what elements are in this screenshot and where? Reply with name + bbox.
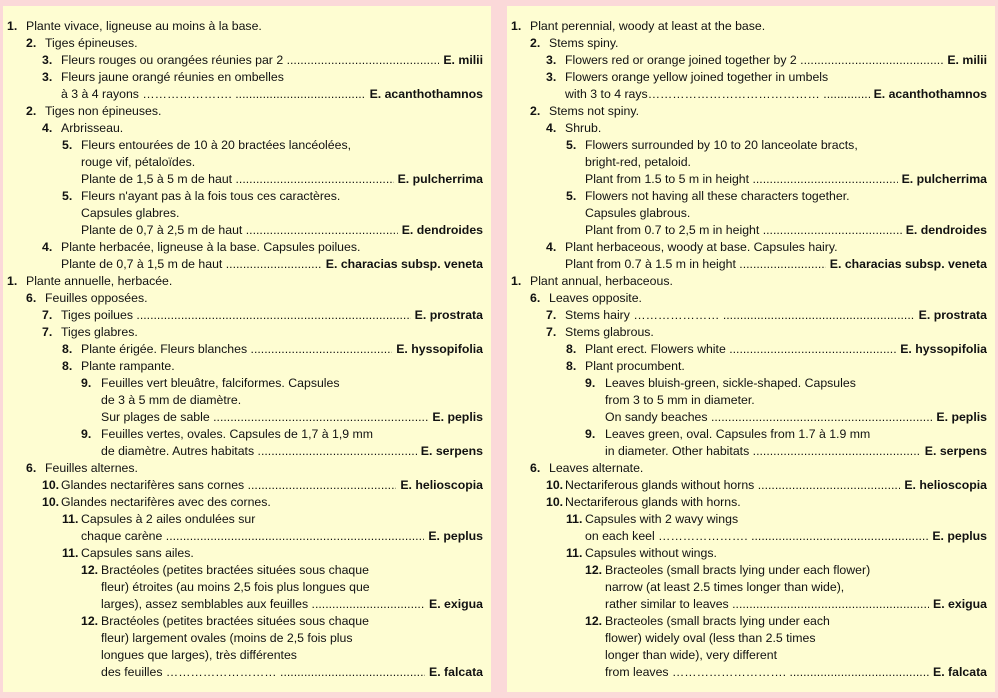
species-name: E. dendroides xyxy=(902,222,987,239)
couplet-text: Glandes nectarifères avec des cornes. xyxy=(61,495,271,509)
key-line xyxy=(507,86,987,103)
couplet-number: 10. xyxy=(546,478,564,492)
key-line xyxy=(3,528,483,545)
species-name: E. hyssopifolia xyxy=(896,341,987,358)
key-line xyxy=(3,341,483,358)
couplet-text: chaque carène ..... xyxy=(81,528,483,545)
key-line xyxy=(507,341,987,358)
key-line xyxy=(3,324,483,341)
species-name: E. milii xyxy=(439,52,483,69)
couplet-text: Leaves opposite. xyxy=(549,291,642,305)
couplet-number: 11. xyxy=(566,546,583,560)
couplet-text: Sur plages de sable ..... xyxy=(101,409,483,426)
couplet-text: on each keel …………………. ..... xyxy=(585,528,987,545)
key-line xyxy=(3,664,483,681)
couplet-number: 6. xyxy=(26,291,37,305)
couplet-text: Leaves bluish-green, sickle-shaped. Capsules xyxy=(605,376,856,390)
key-line xyxy=(507,290,987,307)
couplet-text: Stems spiny. xyxy=(549,36,619,50)
couplet-text: from leaves ………………………. ..... xyxy=(605,664,987,681)
key-line xyxy=(3,273,483,290)
key-line xyxy=(3,239,483,256)
couplet-number: 1. xyxy=(511,274,522,288)
couplet-number: 4. xyxy=(42,121,53,135)
couplet-text: Feuilles vert bleuâtre, falciformes. Capsules xyxy=(101,376,340,390)
couplet-text: Capsules à 2 ailes ondulées sur xyxy=(81,512,256,526)
couplet-text: Plante herbacée, ligneuse à la base. Capsules poilues. xyxy=(61,240,361,254)
couplet-number: 5. xyxy=(62,189,73,203)
couplet-text: Plante annuelle, herbacée. xyxy=(26,274,173,288)
key-line xyxy=(3,392,483,409)
couplet-number: 3. xyxy=(42,70,53,84)
key-line xyxy=(3,562,483,579)
couplet-text: Stems hairy ………………… ..... xyxy=(565,307,987,324)
couplet-text: de 3 à 5 mm de diamètre. xyxy=(101,393,242,407)
key-line xyxy=(507,103,987,120)
key-line xyxy=(507,460,987,477)
key-line xyxy=(3,375,483,392)
couplet-text: Capsules glabres. xyxy=(81,206,180,220)
couplet-number: 11. xyxy=(62,546,79,560)
key-line xyxy=(3,409,483,426)
key-line xyxy=(507,137,987,154)
couplet-text: in diameter. Other habitats ..... xyxy=(605,443,987,460)
couplet-number: 2. xyxy=(26,104,37,118)
key-line xyxy=(507,273,987,290)
couplet-number: 6. xyxy=(530,291,541,305)
key-line xyxy=(3,545,483,562)
species-name: E. falcata xyxy=(929,664,987,681)
couplet-number: 5. xyxy=(566,138,577,152)
species-name: E. dendroides xyxy=(398,222,483,239)
species-name: E. pulcherrima xyxy=(394,171,483,188)
key-line xyxy=(3,205,483,222)
couplet-number: 2. xyxy=(530,104,541,118)
couplet-number: 10. xyxy=(42,495,60,509)
key-line xyxy=(507,613,987,630)
species-name: E. exigua xyxy=(929,596,987,613)
couplet-text: fleur) étroites (au moins 2,5 fois plus longues que xyxy=(101,580,370,594)
species-name: E. helioscopia xyxy=(900,477,987,494)
key-line xyxy=(507,375,987,392)
couplet-text: larges), assez semblables aux feuilles ..... xyxy=(101,596,483,613)
couplet-number: 10. xyxy=(546,495,564,509)
key-line xyxy=(507,528,987,545)
key-line xyxy=(3,358,483,375)
key-line xyxy=(3,171,483,188)
couplet-text: Bractéoles (petites bractées situées sous chaque xyxy=(101,563,369,577)
couplet-number: 5. xyxy=(566,189,577,203)
couplet-text: Flowers not having all these characters together. xyxy=(585,189,850,203)
couplet-text: Plant from 0.7 à 1.5 m in height ..... xyxy=(565,256,987,273)
couplet-text: Bractéoles (petites bractées situées sous chaque xyxy=(101,614,369,628)
key-line xyxy=(507,409,987,426)
species-name: E. peplis xyxy=(428,409,483,426)
key-line xyxy=(3,494,483,511)
couplet-text: bright-red, petaloid. xyxy=(585,155,691,169)
key-line xyxy=(3,579,483,596)
couplet-text: Tiges poilues ..... xyxy=(61,307,483,324)
species-name: E. prostrata xyxy=(411,307,483,324)
couplet-number: 4. xyxy=(546,240,557,254)
key-line xyxy=(507,392,987,409)
couplet-text: Flowers red or orange joined together by 2 ..... xyxy=(565,52,987,69)
key-line xyxy=(507,545,987,562)
species-name: E. peplus xyxy=(928,528,987,545)
couplet-number: 8. xyxy=(566,342,577,356)
key-line xyxy=(507,307,987,324)
couplet-text: Tiges glabres. xyxy=(61,325,138,339)
couplet-number: 7. xyxy=(546,325,557,339)
key-line xyxy=(507,205,987,222)
couplet-number: 6. xyxy=(26,461,37,475)
couplet-text: Capsules with 2 wavy wings xyxy=(585,512,739,526)
couplet-text: Plant herbaceous, woody at base. Capsules hairy. xyxy=(565,240,838,254)
key-panel-french xyxy=(3,6,491,692)
couplet-text: Arbrisseau. xyxy=(61,121,124,135)
species-name: E. hyssopifolia xyxy=(392,341,483,358)
couplet-text: Tiges épineuses. xyxy=(45,36,138,50)
couplet-number: 2. xyxy=(26,36,37,50)
key-line xyxy=(3,256,483,273)
species-name: E. serpens xyxy=(921,443,987,460)
couplet-text: Stems glabrous. xyxy=(565,325,654,339)
key-line xyxy=(3,120,483,137)
key-line xyxy=(507,35,987,52)
couplet-text: Plante rampante. xyxy=(81,359,175,373)
key-line xyxy=(507,579,987,596)
couplet-number: 3. xyxy=(546,70,557,84)
key-line xyxy=(3,613,483,630)
couplet-text: Capsules sans ailes. xyxy=(81,546,194,560)
species-name: E. exigua xyxy=(425,596,483,613)
couplet-number: 8. xyxy=(62,342,73,356)
key-line xyxy=(507,562,987,579)
couplet-text: Leaves alternate. xyxy=(549,461,644,475)
couplet-text: Plant procumbent. xyxy=(585,359,685,373)
key-line xyxy=(3,290,483,307)
key-line xyxy=(3,69,483,86)
key-line xyxy=(3,460,483,477)
couplet-text: narrow (at least 2.5 times longer than wide), xyxy=(605,580,845,594)
couplet-text: Plante de 1,5 à 5 m de haut ..... xyxy=(81,171,483,188)
couplet-text: Feuilles opposées. xyxy=(45,291,148,305)
key-line xyxy=(3,477,483,494)
couplet-number: 8. xyxy=(566,359,577,373)
couplet-text: Flowers orange yellow joined together in umbels xyxy=(565,70,829,84)
key-line xyxy=(507,494,987,511)
couplet-number: 9. xyxy=(585,427,596,441)
couplet-number: 9. xyxy=(81,427,92,441)
key-line xyxy=(507,69,987,86)
couplet-text: longues que larges), très différentes xyxy=(101,648,297,662)
couplet-text: rouge vif, pétaloïdes. xyxy=(81,155,196,169)
key-line xyxy=(3,86,483,103)
key-line xyxy=(507,239,987,256)
couplet-text: Plant erect. Flowers white ..... xyxy=(585,341,987,358)
couplet-number: 1. xyxy=(511,19,522,33)
key-line xyxy=(3,18,483,35)
key-line xyxy=(3,596,483,613)
couplet-number: 12. xyxy=(81,563,99,577)
couplet-number: 12. xyxy=(585,563,603,577)
couplet-number: 7. xyxy=(42,308,53,322)
key-line xyxy=(3,188,483,205)
species-name: E. characias subsp. veneta xyxy=(322,256,483,273)
couplet-text: Plante de 0,7 à 2,5 m de haut ..... xyxy=(81,222,483,239)
couplet-number: 4. xyxy=(546,121,557,135)
key-line xyxy=(507,477,987,494)
couplet-text: Plante vivace, ligneuse au moins à la base. xyxy=(26,19,262,33)
key-line xyxy=(3,443,483,460)
couplet-text: Feuilles vertes, ovales. Capsules de 1,7 à 1,9 mm xyxy=(101,427,374,441)
couplet-number: 7. xyxy=(546,308,557,322)
species-name: E. peplis xyxy=(932,409,987,426)
key-line xyxy=(507,630,987,647)
couplet-text: fleur) largement ovales (moins de 2,5 fois plus xyxy=(101,631,353,645)
key-line xyxy=(507,188,987,205)
couplet-text: Nectariferous glands with horns. xyxy=(565,495,741,509)
couplet-text: Plant from 1.5 to 5 m in height ..... xyxy=(585,171,987,188)
couplet-text: Tiges non épineuses. xyxy=(45,104,162,118)
key-line xyxy=(3,137,483,154)
key-line xyxy=(507,664,987,681)
key-line xyxy=(507,18,987,35)
couplet-number: 11. xyxy=(566,512,583,526)
key-line xyxy=(3,426,483,443)
couplet-text: Fleurs jaune orangé réunies en ombelles xyxy=(61,70,284,84)
couplet-number: 11. xyxy=(62,512,79,526)
key-line xyxy=(507,511,987,528)
couplet-text: Leaves green, oval. Capsules from 1.7 à 1.9 mm xyxy=(605,427,871,441)
couplet-text: Capsules without wings. xyxy=(585,546,717,560)
species-name: E. peplus xyxy=(424,528,483,545)
key-line xyxy=(507,443,987,460)
couplet-text: On sandy beaches ..... xyxy=(605,409,987,426)
couplet-text: Plant from 0.7 to 2,5 m in height ..... xyxy=(585,222,987,239)
species-name: E. prostrata xyxy=(915,307,987,324)
key-line xyxy=(507,647,987,664)
key-line xyxy=(507,324,987,341)
key-line xyxy=(507,256,987,273)
couplet-text: longer than wide), very different xyxy=(605,648,778,662)
species-name: E. falcata xyxy=(425,664,483,681)
couplet-number: 9. xyxy=(81,376,92,390)
couplet-number: 10. xyxy=(42,478,60,492)
couplet-number: 3. xyxy=(42,53,53,67)
key-line xyxy=(507,596,987,613)
couplet-text: à 3 à 4 rayons …………………. ..... xyxy=(61,86,483,103)
species-name: E. acanthothamnos xyxy=(366,86,483,103)
species-name: E. milii xyxy=(943,52,987,69)
couplet-text: Shrub. xyxy=(565,121,602,135)
couplet-text: Fleurs n'ayant pas à la fois tous ces caractères. xyxy=(81,189,341,203)
key-line xyxy=(507,171,987,188)
key-line xyxy=(3,630,483,647)
couplet-number: 7. xyxy=(42,325,53,339)
couplet-text: Plante érigée. Fleurs blanches ..... xyxy=(81,341,483,358)
couplet-text: Nectariferous glands without horns ..... xyxy=(565,477,987,494)
couplet-text: Fleurs entourées de 10 à 20 bractées lancéolées, xyxy=(81,138,352,152)
couplet-text: de diamètre. Autres habitats ..... xyxy=(101,443,483,460)
couplet-number: 12. xyxy=(81,614,99,628)
couplet-text: Stems not spiny. xyxy=(549,104,639,118)
couplet-number: 2. xyxy=(530,36,541,50)
couplet-text: with 3 to 4 rays…………………………………… ..... xyxy=(565,86,987,103)
key-line xyxy=(507,358,987,375)
couplet-text: Bracteoles (small bracts lying under each flower) xyxy=(605,563,871,577)
species-name: E. acanthothamnos xyxy=(870,86,987,103)
couplet-number: 1. xyxy=(7,19,18,33)
key-line xyxy=(3,511,483,528)
couplet-text: flower) widely oval (less than 2.5 times xyxy=(605,631,816,645)
couplet-number: 5. xyxy=(62,138,73,152)
couplet-number: 8. xyxy=(62,359,73,373)
species-name: E. characias subsp. veneta xyxy=(826,256,987,273)
couplet-number: 3. xyxy=(546,53,557,67)
couplet-text: Glandes nectarifères sans cornes ..... xyxy=(61,477,483,494)
key-line xyxy=(3,52,483,69)
species-name: E. helioscopia xyxy=(396,477,483,494)
couplet-number: 12. xyxy=(585,614,603,628)
key-panel-english xyxy=(507,6,995,692)
couplet-text: Flowers surrounded by 10 to 20 lanceolate bracts, xyxy=(585,138,858,152)
couplet-text: Plant annual, herbaceous. xyxy=(530,274,673,288)
key-line xyxy=(507,222,987,239)
key-line xyxy=(507,120,987,137)
key-line xyxy=(3,154,483,171)
couplet-text: rather similar to leaves ..... xyxy=(605,596,987,613)
key-line xyxy=(507,154,987,171)
couplet-text: Feuilles alternes. xyxy=(45,461,138,475)
key-line xyxy=(507,52,987,69)
key-line xyxy=(3,307,483,324)
species-name: E. serpens xyxy=(417,443,483,460)
couplet-number: 1. xyxy=(7,274,18,288)
couplet-text: Bracteoles (small bracts lying under each xyxy=(605,614,830,628)
couplet-text: Plant perennial, woody at least at the base. xyxy=(530,19,766,33)
couplet-text: from 3 to 5 mm in diameter. xyxy=(605,393,755,407)
couplet-text: Fleurs rouges ou orangées réunies par 2 ..... xyxy=(61,52,483,69)
couplet-text: Plante de 0,7 à 1,5 m de haut ..... xyxy=(61,256,483,273)
species-name: E. pulcherrima xyxy=(898,171,987,188)
couplet-text: Capsules glabrous. xyxy=(585,206,691,220)
key-line xyxy=(3,647,483,664)
couplet-number: 9. xyxy=(585,376,596,390)
key-line xyxy=(3,35,483,52)
couplet-text: des feuilles ……………………… ..... xyxy=(101,664,483,681)
key-line xyxy=(507,426,987,443)
key-line xyxy=(3,222,483,239)
key-line xyxy=(3,103,483,120)
couplet-number: 4. xyxy=(42,240,53,254)
couplet-number: 6. xyxy=(530,461,541,475)
